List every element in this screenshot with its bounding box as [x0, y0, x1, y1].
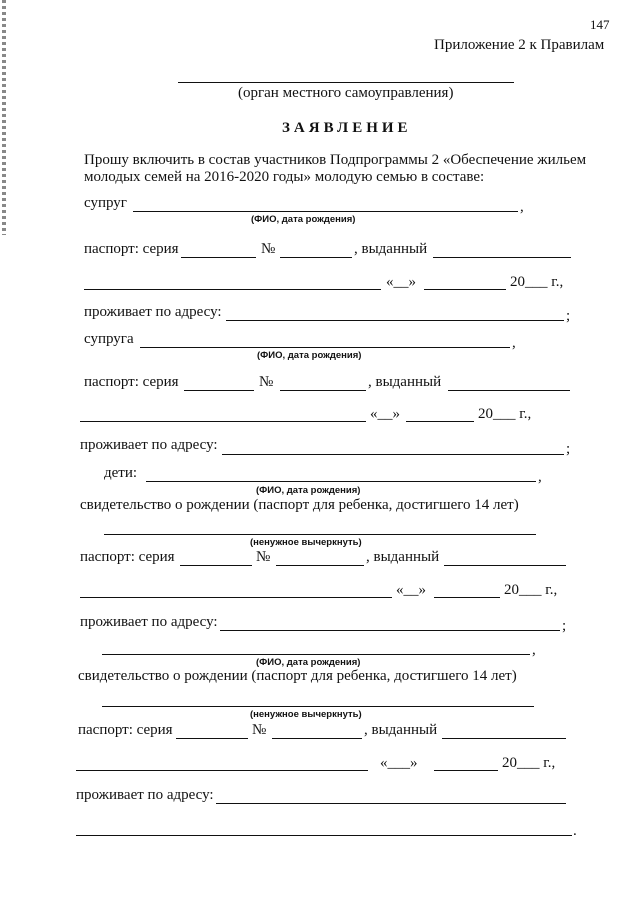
- authority-line: [178, 82, 514, 83]
- child2-date-month-field[interactable]: [434, 770, 498, 771]
- wife-fio-field[interactable]: [140, 347, 510, 348]
- child1-number-field[interactable]: [276, 565, 364, 566]
- birth-cert-label: свидетельство о рождении (паспорт для ребенка, достигшего 14 лет): [80, 497, 519, 513]
- passport-series-label: паспорт: серия: [84, 241, 179, 257]
- passport-series-label: паспорт: серия: [84, 374, 179, 390]
- intro-line-2: молодых семей на 2016-2020 годы» молодую семью в составе:: [84, 169, 485, 185]
- scan-edge-artifact: [2, 0, 6, 235]
- semicolon-mark: ;: [562, 618, 567, 634]
- number-sign: №: [259, 374, 274, 390]
- address-label: проживает по адресу:: [80, 614, 218, 630]
- page-number: 147: [590, 17, 610, 32]
- passport-series-label: паспорт: серия: [78, 722, 173, 738]
- child2-fio-field[interactable]: [102, 654, 530, 655]
- date-year: 20___ г.,: [510, 274, 564, 290]
- child2-address-field[interactable]: [216, 803, 566, 804]
- husband-fio-caption: (ФИО, дата рождения): [251, 214, 356, 225]
- child1-issued-field-2[interactable]: [80, 597, 392, 598]
- child1-address-field[interactable]: [220, 630, 560, 631]
- wife-series-field[interactable]: [184, 390, 254, 391]
- husband-series-field[interactable]: [181, 257, 256, 258]
- date-day: «__»: [396, 582, 426, 598]
- appendix-label: Приложение 2 к Правилам: [434, 37, 605, 53]
- address-label: проживает по адресу:: [80, 437, 218, 453]
- children-label: дети:: [104, 465, 138, 481]
- date-day: «__»: [386, 274, 416, 290]
- child1-issued-field[interactable]: [444, 565, 566, 566]
- semicolon-mark: ;: [566, 308, 571, 324]
- issued-label: , выданный: [354, 241, 428, 257]
- document-title: ЗАЯВЛЕНИЕ: [282, 120, 412, 136]
- wife-number-field[interactable]: [280, 390, 366, 391]
- comma-mark: ,: [532, 642, 536, 658]
- husband-issued-field[interactable]: [433, 257, 571, 258]
- passport-series-label: паспорт: серия: [80, 549, 175, 565]
- husband-address-field[interactable]: [226, 320, 564, 321]
- number-sign: №: [256, 549, 271, 565]
- husband-issued-field-2[interactable]: [84, 289, 381, 290]
- child2-cert-field[interactable]: [102, 706, 534, 707]
- wife-date-month-field[interactable]: [406, 421, 474, 422]
- child2-series-field[interactable]: [176, 738, 248, 739]
- issued-label: , выданный: [366, 549, 440, 565]
- husband-label: супруг: [84, 195, 127, 211]
- husband-date-month-field[interactable]: [424, 289, 506, 290]
- date-year: 20___ г.,: [502, 755, 556, 771]
- child1-strike-caption: (ненужное вычеркнуть): [250, 537, 362, 548]
- issued-label: , выданный: [368, 374, 442, 390]
- wife-issued-field-2[interactable]: [80, 421, 366, 422]
- date-day: «__»: [370, 406, 400, 422]
- birth-cert-label: свидетельство о рождении (паспорт для ребенка, достигшего 14 лет): [78, 668, 517, 684]
- wife-label: супруга: [84, 331, 134, 347]
- husband-number-field[interactable]: [280, 257, 352, 258]
- number-sign: №: [252, 722, 267, 738]
- husband-fio-field[interactable]: [133, 211, 518, 212]
- child2-strike-caption: (ненужное вычеркнуть): [250, 709, 362, 720]
- semicolon-mark: ;: [566, 441, 571, 457]
- authority-caption: (орган местного самоуправления): [238, 85, 454, 101]
- child1-fio-caption: (ФИО, дата рождения): [256, 485, 361, 496]
- child1-date-month-field[interactable]: [434, 597, 500, 598]
- number-sign: №: [261, 241, 276, 257]
- wife-fio-caption: (ФИО, дата рождения): [257, 350, 362, 361]
- date-year: 20___ г.,: [504, 582, 558, 598]
- child2-number-field[interactable]: [272, 738, 362, 739]
- address-label: проживает по адресу:: [84, 304, 222, 320]
- child1-fio-field[interactable]: [146, 481, 536, 482]
- issued-label: , выданный: [364, 722, 438, 738]
- child2-issued-field-2[interactable]: [76, 770, 368, 771]
- comma-mark: ,: [512, 335, 516, 351]
- child1-cert-field[interactable]: [104, 534, 536, 535]
- date-year: 20___ г.,: [478, 406, 532, 422]
- child2-issued-field[interactable]: [442, 738, 566, 739]
- child1-series-field[interactable]: [180, 565, 252, 566]
- comma-mark: ,: [520, 199, 524, 215]
- child2-fio-caption: (ФИО, дата рождения): [256, 657, 361, 668]
- date-day-wide: «___»: [380, 755, 418, 771]
- comma-mark: ,: [538, 469, 542, 485]
- wife-issued-field[interactable]: [448, 390, 570, 391]
- period-mark: .: [573, 823, 577, 839]
- address-label: проживает по адресу:: [76, 787, 214, 803]
- intro-line-1: Прошу включить в состав участников Подпрограммы 2 «Обеспечение жильем: [84, 152, 587, 168]
- child2-address-field-2[interactable]: [76, 835, 572, 836]
- wife-address-field[interactable]: [222, 454, 564, 455]
